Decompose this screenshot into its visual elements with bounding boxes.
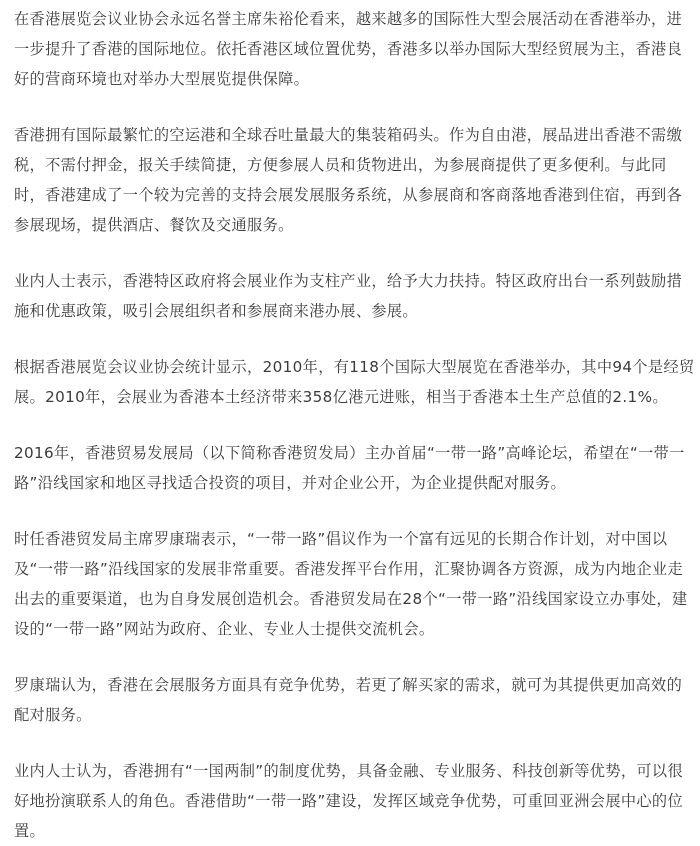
article-body bbox=[14, 4, 696, 846]
paragraph-statistics-2010: 根据香港展览会议业协会统计显示，2010年，有118个国际大型展览在香港举办，其中94个是经贸展。2010年，会展业为香港本土经济带来358亿港元进账，相当于香港本土生产总值的2.1%。 bbox=[14, 358, 695, 406]
paragraph-logistics-advantage: 香港拥有国际最繁忙的空运港和全球吞吐量最大的集装箱码头。作为自由港，展品进出香港不需缴税，不需付押金，报关手续简捷，方便参展人员和货物进出，为参展商提供了更多便利。与此同时，香港建成了一个较为完善的支持会展发展服务系统，从参展商和客商落地香港到住宿，再到各参展现场，提供酒店、餐饮及交通服务。 bbox=[14, 126, 683, 234]
paragraph-belt-road-forum: 2016年，香港贸易发展局（以下简称香港贸发局）主办首届“一带一路”高峰论坛，希望在“一带一路”沿线国家和地区寻找适合投资的项目，并对企业公开，为企业提供配对服务。 bbox=[14, 444, 685, 492]
paragraph-competitive-advantage: 罗康瑞认为，香港在会展服务方面具有竞争优势，若更了解买家的需求，就可为其提供更加高效的配对服务。 bbox=[14, 676, 683, 724]
paragraph-government-support: 业内人士表示，香港特区政府将会展业作为支柱产业，给予大力扶持。特区政府出台一系列鼓励措施和优惠政策，吸引会展组织者和参展商来港办展、参展。 bbox=[14, 272, 683, 320]
paragraph-exhibition-status: 在香港展览会议业协会永远名誉主席朱裕伦看来，越来越多的国际性大型会展活动在香港举办，进一步提升了香港的国际地位。依托香港区域位置优势，香港多以举办国际大型经贸展为主，香港良好的营商环境也对举办大型展览提供保障。 bbox=[14, 10, 683, 88]
paragraph-chairman-statement: 时任香港贸发局主席罗康瑞表示，“一带一路”倡议作为一个富有远见的长期合作计划，对中国以及“一带一路”沿线国家的发展非常重要。香港发挥平台作用，汇聚协调各方资源，成为内地企业走出去的重要渠道，也为自身发展创造机会。香港贸发局在28个“一带一路”沿线国家设立办事处，建设的“一带一路”网站为政府、企业、专业人士提供交流机会。 bbox=[14, 530, 688, 638]
paragraph-conclusion: 业内人士认为，香港拥有“一国两制”的制度优势，具备金融、专业服务、科技创新等优势，可以很好地扮演联系人的角色。香港借助“一带一路”建设，发挥区域竞争优势，可重回亚洲会展中心的位置。 bbox=[14, 762, 684, 840]
